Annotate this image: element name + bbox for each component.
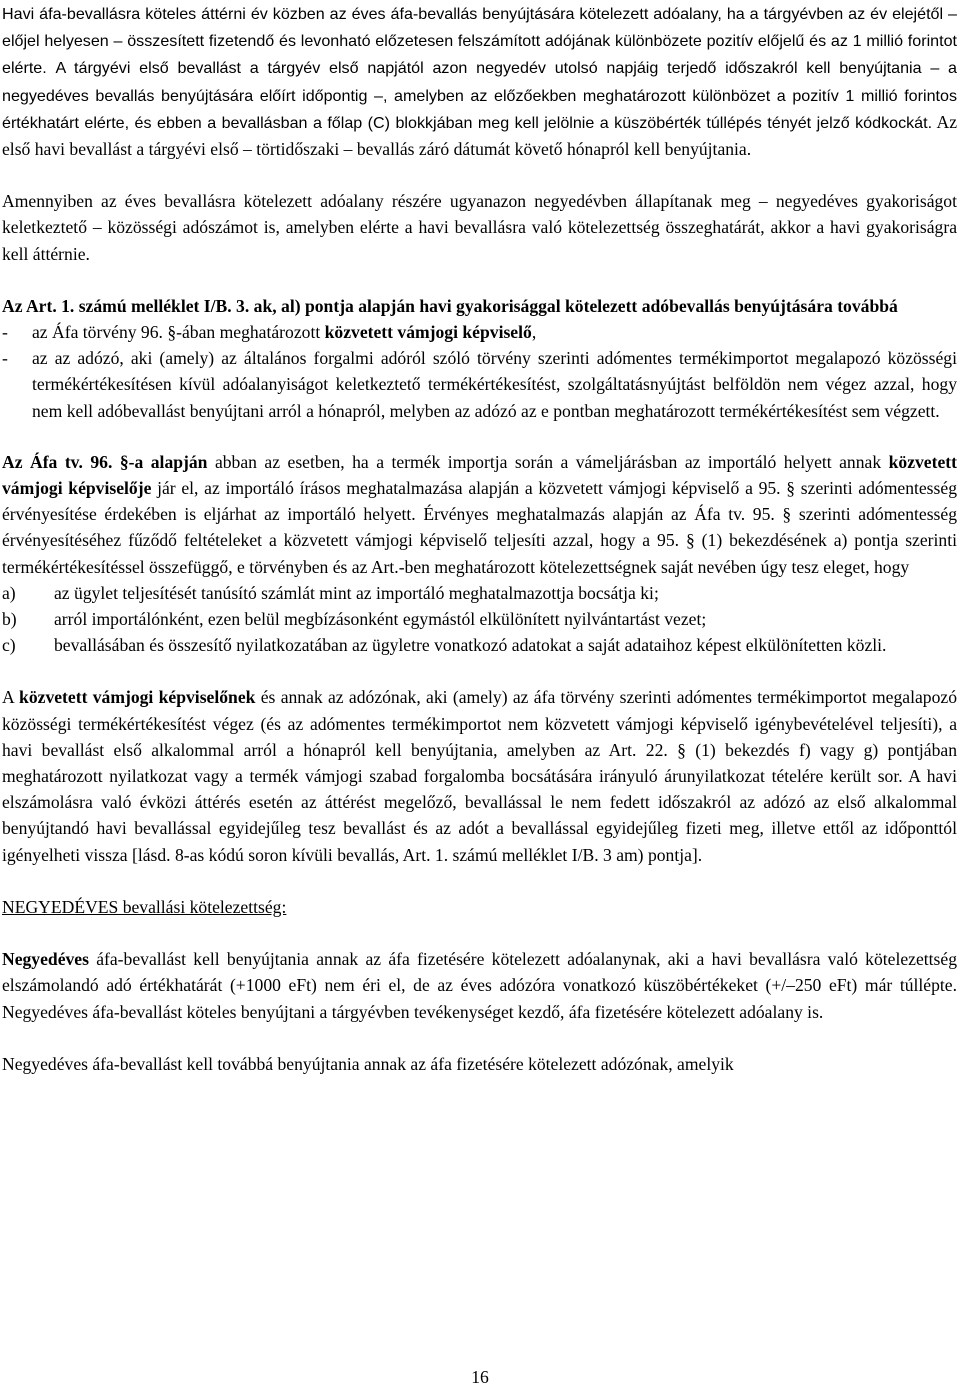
paragraph-indirect-customs-representative [2, 449, 957, 580]
paragraph-text: és annak az adózónak, aki (amely) az áfa törvény szerinti adómentes termékimportot megalapozó közösségi termékértékesítést végez (és az adómentes termékimportot nem közvetett vámjogi képviselő igénybevételével teljesíti), a havi bevallást első alkalommal arról a hónapról kell benyújtania, amelyben az Art. 22. § (1) bekezdés f) vagy g) pontjában meghatározott nyilatkozat vagy a termék vámjogi szabad forgalomba bocsátására irányuló árunyilatkozat tételére került sor. A havi elszámolásra való évközi áttérés esetén az áttérést megelőző, bevallással le nem fedett időszakról az adózó az első alkalommal benyújtandó havi bevallással egyidejűleg tesz bevallást és az adót a bevallással egyidejűleg fizeti meg, illetve ettől az időponttól igényelheti vissza [lásd. 8-as kódú soron kívüli bevallás, Art. 1. számú melléklet I/B. 3 am) pontja]. [2, 687, 957, 865]
spacer [2, 868, 957, 894]
paragraph-first-monthly-return [2, 684, 957, 867]
paragraph-monthly-switch-first-return: A tárgyévi első bevallást a tárgyév első napjától azon negyedév utolsó napjáig terjedő időszakról kell benyújtania – a negyedéves bevallás benyújtására előírt időpontig –, amelyben az előzőekben meghatározott különbözet a pozitív 1 millió forintos értékhatárt elérte, és ebben a bevallásban a főlap (C) blokkjában meg kell jelölnie a küszöbérték túllépés tényét jelző kódkockát. [2, 59, 957, 132]
letter-list-item [2, 632, 957, 658]
paragraph-text: A [2, 687, 20, 708]
dash-list-item-post: , [531, 322, 537, 343]
letter-list-item-text: az ügylet teljesítését tanúsító számlát mint az importáló meghatalmazottja bocsátja ki; [54, 582, 659, 603]
paragraph-quarterly-continued: Negyedéves áfa-bevallást kell továbbá benyújtania annak az áfa fizetésére kötelezett adózónak, amelyik [2, 1053, 734, 1074]
letter-marker: b) [2, 609, 17, 630]
spacer [2, 1025, 957, 1051]
paragraph-monthly-switch-intro: Havi áfa-bevallásra köteles áttérni év közben az éves áfa-bevallás benyújtására kötelezett adóalany, ha a tárgyévben az év elejétől – előjel helyesen – összesített fizetendő és levonható előzetesen felszámított adójának különbözete pozitív előjelű és az 1 millió forintot elérte. [2, 5, 957, 78]
paragraph-text: abban az esetben, ha a termék importja során a vámeljárásban az importáló helyett annak [207, 451, 889, 472]
paragraph-bold-term: közvetett vámjogi képviselője [2, 451, 957, 499]
spacer [2, 267, 957, 293]
paragraph-text: áfa-bevallást kell benyújtania annak az áfa fizetésére kötelezett adóalanynak, aki a havi bevallásra való kötelezettség elszámolandó adó értékhatárát (+1000 eFt) nem éri el, de az éves adózóra vonatkozó küszöbértékeket (+/–250 eFt) már túllépte. Negyedéves áfa-bevallást köteles benyújtani a tárgyévben tevékenységet kezdő, áfa fizetésére kötelezett adóalany is. [2, 949, 957, 1022]
letter-list-item [2, 606, 957, 632]
dash-list-item-bold: közvetett vámjogi képviselő [324, 322, 532, 343]
paragraph-community-tax-number: Amennyiben az éves bevallásra kötelezett adóalany részére ugyanazon negyedévben állapítanak meg – negyedéves gyakoriságot keletkeztető – közösségi adószámot is, amelyben elérte a havi bevallásra való kötelezettség összeghatárát, akkor a havi gyakoriságra kell áttérnie. [2, 191, 957, 264]
heading-art-annex-text: Az Art. 1. számú melléklet I/B. 3. ak, al) pontja alapján havi gyakorisággal kötelezett adóbevallás benyújtására továbbá [2, 295, 898, 316]
paragraph-bold-term: Negyedéves [2, 949, 89, 970]
dash-list [2, 319, 957, 424]
heading-quarterly-text: NEGYEDÉVES bevallási kötelezettség: [2, 896, 287, 917]
dash-marker: - [2, 348, 8, 369]
heading-quarterly [2, 894, 957, 920]
letter-list [2, 580, 957, 659]
paragraph-quarterly [2, 946, 957, 1025]
dash-list-item [2, 345, 957, 424]
letter-list-item [2, 580, 957, 606]
dash-list-item-text [32, 319, 957, 345]
letter-list-item-text: arról importálónként, ezen belül megbízásonként egymástól elkülönített nyilvántartást vezet; [54, 609, 707, 630]
spacer [2, 658, 957, 684]
dash-marker: - [2, 322, 8, 343]
spacer [2, 424, 957, 449]
spacer [2, 162, 957, 188]
paragraph-text: jár el, az importáló írásos meghatalmazása alapján a közvetett vámjogi képviselő a 95. § szerinti adómentesség érvényesítése érdekében is eljárhat az importáló helyett. Érvényes meghatalmazás alapján az Áfa tv. 95. § szerinti adómentesség érvényesítéséhez fűződő feltételeket a közvetett vámjogi képviselő teljesíti azzal, hogy a 95. § (1) bekezdésének a) pontja szerinti termékértékesítéssel összefüggő, e törvényben és az Art.-ben meghatározott kötelezettségnek saját nevében úgy tesz eleget, hogy [2, 478, 957, 577]
dash-list-item-pre: az Áfa törvény 96. §-ában meghatározott [32, 322, 325, 343]
spacer [2, 920, 957, 946]
letter-marker: c) [2, 635, 16, 656]
paragraph-lead-bold: Az Áfa tv. 96. §-a alapján [2, 451, 208, 472]
heading-art-annex [2, 293, 957, 319]
dash-list-item-text: az az adózó, aki (amely) az általános forgalmi adóról szóló törvény szerinti adómentes termékimportot megalapozó közösségi termékértékesítésen kívül adóalanyiságot keletkeztető termékértékesítést, szolgáltatásnyújtást belföldön nem végez azzal, hogy nem kell adóbevallást benyújtani arról a hónapról, melyben az adózó az e pontban meghatározott termékértékesítést sem végzett. [32, 348, 957, 421]
paragraph-bold-term: közvetett vámjogi képviselőnek [19, 687, 256, 708]
paragraph-monthly-switch-first-monthly: Az első havi bevallást a tárgyévi első – törtidőszaki – bevallás záró dátumát követő hónapról kell benyújtania. [2, 111, 957, 160]
paragraph-monthly-switch [2, 0, 957, 162]
page-number: 16 [471, 1367, 489, 1387]
page-body [2, 0, 957, 1077]
dash-list-item [2, 319, 957, 345]
letter-list-item-text: bevallásában és összesítő nyilatkozatában az ügyletre vonatkozó adatokat a saját adataihoz képest elkülönítetten közli. [54, 635, 887, 656]
letter-marker: a) [2, 582, 16, 603]
